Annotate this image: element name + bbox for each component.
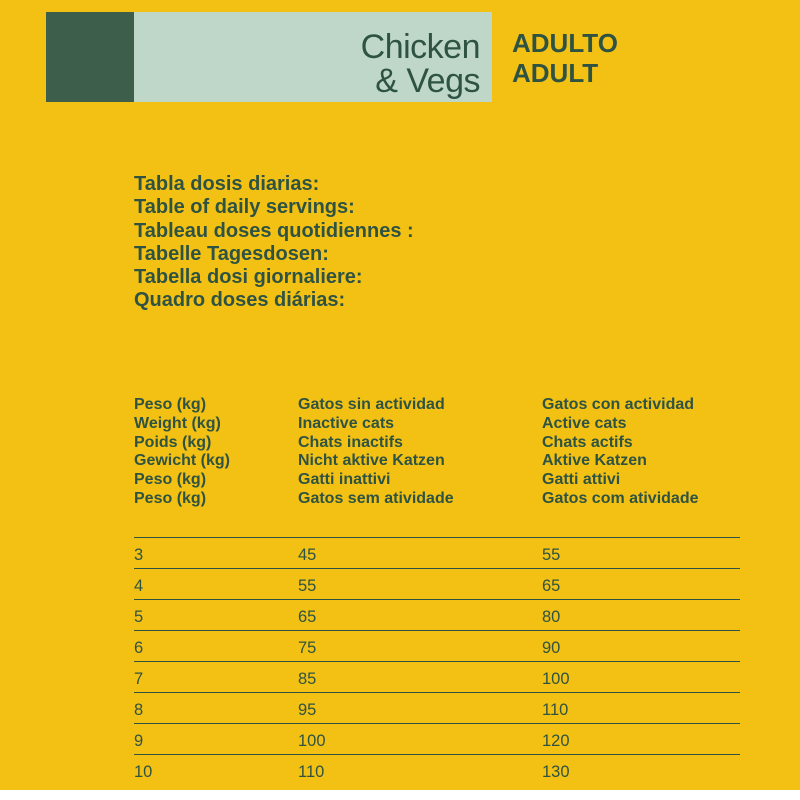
column-header-text: Gatti inattivi bbox=[298, 471, 391, 489]
daily-servings-headings bbox=[134, 173, 414, 313]
heading-de: Tabelle Tagesdosen: bbox=[134, 242, 329, 265]
cell-inactive: 65 bbox=[298, 608, 317, 626]
age-label bbox=[512, 28, 618, 88]
cell-weight: 8 bbox=[134, 701, 144, 719]
cell-active: 80 bbox=[542, 608, 561, 626]
table-row bbox=[134, 537, 740, 568]
table-row bbox=[134, 630, 740, 661]
column-header-text: Inactive cats bbox=[298, 414, 395, 432]
heading-en: Table of daily servings: bbox=[134, 196, 355, 219]
column-header-text: Chats inactifs bbox=[298, 433, 403, 451]
column-header-text: Gewicht (kg) bbox=[134, 452, 231, 470]
cell-weight: 9 bbox=[134, 732, 144, 750]
cell-inactive: 100 bbox=[298, 732, 326, 750]
cell-inactive: 95 bbox=[298, 701, 317, 719]
column-header-text: Nicht aktive Katzen bbox=[298, 452, 445, 470]
column-header-active bbox=[542, 396, 699, 509]
product-name-line1: Chicken bbox=[360, 28, 480, 66]
cell-inactive: 55 bbox=[298, 577, 317, 595]
product-name-band bbox=[134, 12, 492, 102]
cell-inactive: 75 bbox=[298, 639, 317, 657]
cell-active: 130 bbox=[542, 763, 570, 781]
cell-active: 90 bbox=[542, 639, 561, 657]
column-header-text: Peso (kg) bbox=[134, 396, 207, 413]
column-header-text: Gatti attivi bbox=[542, 471, 621, 489]
heading-es: Tabla dosis diarias: bbox=[134, 173, 320, 195]
heading-it: Tabella dosi giornaliere: bbox=[134, 266, 363, 289]
table-row bbox=[134, 754, 740, 785]
cell-weight: 4 bbox=[134, 577, 144, 595]
column-header-text: Peso (kg) bbox=[134, 471, 207, 489]
table-row bbox=[134, 599, 740, 630]
age-label-en: ADULT bbox=[512, 58, 599, 88]
column-header-text: Chats actifs bbox=[542, 433, 633, 451]
product-name bbox=[361, 30, 480, 98]
column-header-weight bbox=[134, 396, 230, 509]
table-row bbox=[134, 692, 740, 723]
heading-fr: Tableau doses quotidiennes : bbox=[134, 219, 414, 242]
table-row bbox=[134, 568, 740, 599]
column-header-text: Active cats bbox=[542, 414, 627, 432]
cell-active: 100 bbox=[542, 670, 570, 688]
column-header-text: Gatos sem atividade bbox=[298, 489, 454, 507]
cell-active: 55 bbox=[542, 546, 561, 564]
cell-active: 110 bbox=[542, 701, 569, 719]
column-header-text: Peso (kg) bbox=[134, 489, 207, 507]
column-header-text: Gatos com atividade bbox=[542, 489, 699, 507]
heading-pt: Quadro doses diárias: bbox=[134, 289, 346, 312]
cell-weight: 7 bbox=[134, 670, 144, 688]
green-block bbox=[46, 12, 134, 102]
cell-active: 65 bbox=[542, 577, 561, 595]
cell-inactive: 45 bbox=[298, 546, 317, 564]
cell-weight: 5 bbox=[134, 608, 144, 626]
table-row bbox=[134, 661, 740, 692]
column-header-text: Aktive Katzen bbox=[542, 452, 647, 470]
cell-weight: 10 bbox=[134, 763, 153, 781]
cell-weight: 6 bbox=[134, 639, 144, 657]
column-header-inactive bbox=[298, 396, 454, 509]
cell-weight: 3 bbox=[134, 546, 144, 564]
column-header-text: Gatos sin actividad bbox=[298, 396, 445, 413]
servings-table bbox=[134, 537, 740, 785]
cell-inactive: 110 bbox=[298, 763, 325, 781]
column-header-text: Gatos con actividad bbox=[542, 396, 695, 413]
cell-active: 120 bbox=[542, 732, 570, 750]
cell-inactive: 85 bbox=[298, 670, 317, 688]
product-name-line2: & Vegs bbox=[375, 62, 480, 100]
table-row bbox=[134, 723, 740, 754]
column-header-text: Weight (kg) bbox=[134, 414, 221, 432]
column-header-text: Poids (kg) bbox=[134, 433, 212, 451]
age-label-es: ADULTO bbox=[512, 28, 618, 58]
